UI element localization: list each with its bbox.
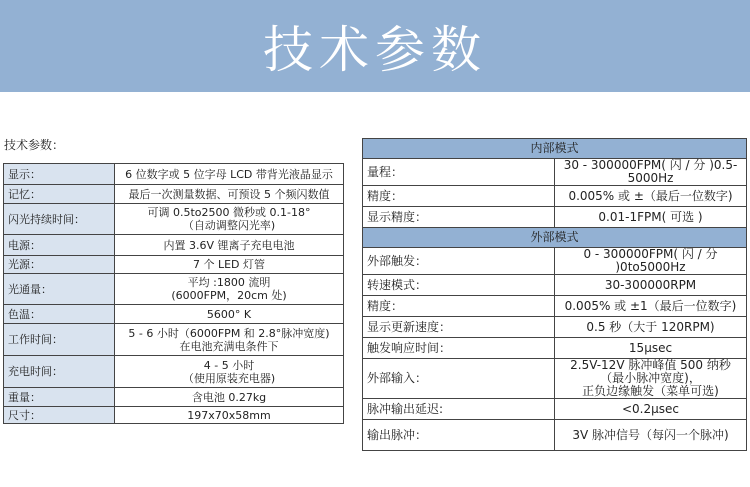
spec-value-line: 可调 0.5to2500 微秒或 0.1-18° (147, 206, 311, 219)
spec-value (115, 356, 344, 388)
table-row (4, 164, 344, 185)
internal-mode-header: 内部模式 (363, 139, 747, 159)
spec-value-line: 2.5V-12V 脉冲峰值 500 纳秒（最小脉冲宽度)， (570, 358, 731, 385)
spec-value-line: 0.01-1FPM( 可选 ) (598, 209, 703, 224)
spec-key: 工作时间： (4, 324, 115, 356)
spec-value (555, 275, 747, 296)
spec-value (115, 305, 344, 324)
external-mode-header-row (363, 228, 747, 248)
table-row (4, 185, 344, 204)
spec-value-line: 0.005% 或 ±1（最后一位数字) (564, 298, 737, 313)
spec-value (555, 159, 747, 186)
spec-key: 外部触发： (363, 248, 555, 275)
table-row (4, 407, 344, 424)
spec-value-line: 30 - 300000FPM( 闪 / 分 )0.5-5000Hz (563, 158, 738, 185)
spec-key: 电源： (4, 235, 115, 256)
spec-value-line: 197x70x58mm (187, 408, 271, 422)
table-row (363, 207, 747, 228)
spec-value (555, 399, 747, 420)
spec-value (115, 204, 344, 235)
spec-value (555, 359, 747, 399)
spec-value-line: <0.2μsec (621, 401, 679, 416)
spec-value-line: 内置 3.6V 锂离子充电电池 (163, 238, 295, 252)
spec-value-line: 在电池充满电条件下 (179, 339, 279, 353)
page-title: 技术参数 (263, 21, 487, 79)
spec-key: 显示： (4, 164, 115, 185)
table-row (363, 248, 747, 275)
title-banner (0, 0, 750, 92)
spec-value-line: 4 - 5 小时 (203, 358, 255, 372)
spec-value-line: 平均 :1800 流明 (187, 276, 271, 289)
spec-key: 显示更新速度： (363, 317, 555, 338)
spec-value-line: 最后一次测量数据、可预设 5 个频闪数值 (128, 187, 330, 201)
spec-key: 精度： (363, 186, 555, 207)
table-row (363, 296, 747, 317)
table-row (363, 159, 747, 186)
table-row (363, 317, 747, 338)
spec-key: 闪光持续时间： (4, 204, 115, 235)
spec-value-line: （自动调整闪光率) (182, 219, 276, 232)
table-row (4, 256, 344, 274)
table-row (363, 338, 747, 359)
table-row (363, 399, 747, 420)
spec-value-line: 正负边缘触发（菜单可选) (582, 384, 719, 398)
table-row (4, 235, 344, 256)
spec-key: 记忆： (4, 185, 115, 204)
spec-value-line: 7 个 LED 灯管 (192, 258, 266, 271)
spec-value (115, 407, 344, 424)
spec-value-line: 15μsec (628, 340, 673, 355)
table-row (4, 274, 344, 305)
spec-key: 量程： (363, 159, 555, 186)
spec-value (115, 185, 344, 204)
spec-key: 显示精度： (363, 207, 555, 228)
table-row (4, 388, 344, 407)
spec-value (115, 274, 344, 305)
table-row (363, 420, 747, 451)
spec-value (115, 388, 344, 407)
spec-value-line: 3V 脉冲信号（每闪一个脉冲) (572, 427, 729, 442)
table-row (4, 305, 344, 324)
spec-value (555, 207, 747, 228)
spec-value-line: (6000FPM，20cm 处) (171, 289, 287, 302)
spec-key: 脉冲输出延迟: (363, 399, 555, 420)
table-row (4, 324, 344, 356)
table-row (363, 275, 747, 296)
spec-value-line: 0.005% 或 ±（最后一位数字) (568, 188, 733, 203)
spec-key: 外部输入： (363, 359, 555, 399)
spec-key: 触发响应时间： (363, 338, 555, 359)
internal-mode-header-row (363, 139, 747, 159)
spec-value-line: 6 位数字或 5 位字母 LCD 带背光液晶显示 (125, 167, 333, 181)
spec-value-line: 5 - 6 小时（6000FPM 和 2.8°脉冲宽度) (128, 326, 330, 340)
spec-key: 充电时间： (4, 356, 115, 388)
external-mode-header: 外部模式 (363, 228, 747, 248)
spec-value (115, 235, 344, 256)
table-row (363, 186, 747, 207)
spec-value (115, 256, 344, 274)
spec-key: 转速模式： (363, 275, 555, 296)
table-row (363, 359, 747, 399)
spec-value (555, 186, 747, 207)
spec-value (555, 338, 747, 359)
spec-key: 输出脉冲： (363, 420, 555, 451)
section-label: 技术参数： (4, 138, 65, 152)
spec-value (115, 324, 344, 356)
spec-value (555, 420, 747, 451)
spec-value-line: 0 - 300000FPM( 闪 / 分 )0to5000Hz (583, 247, 718, 274)
spec-key: 精度： (363, 296, 555, 317)
spec-value-line: 0.5 秒（大于 120RPM) (586, 319, 715, 334)
spec-value (115, 164, 344, 185)
spec-value-line: 含电池 0.27kg (191, 390, 267, 404)
table-row (4, 356, 344, 388)
spec-value-line: 5600° K (206, 307, 252, 321)
mode-spec-table (362, 138, 747, 451)
spec-value (555, 317, 747, 338)
spec-value-line: （使用原装充电器) (182, 371, 276, 385)
spec-key: 重量： (4, 388, 115, 407)
spec-value-line: 30-300000RPM (604, 277, 697, 292)
spec-key: 光通量： (4, 274, 115, 305)
spec-value (555, 248, 747, 275)
spec-key: 尺寸： (4, 407, 115, 424)
spec-value (555, 296, 747, 317)
spec-key: 色温： (4, 305, 115, 324)
spec-key: 光源： (4, 256, 115, 274)
table-row (4, 204, 344, 235)
general-spec-table (3, 163, 344, 424)
